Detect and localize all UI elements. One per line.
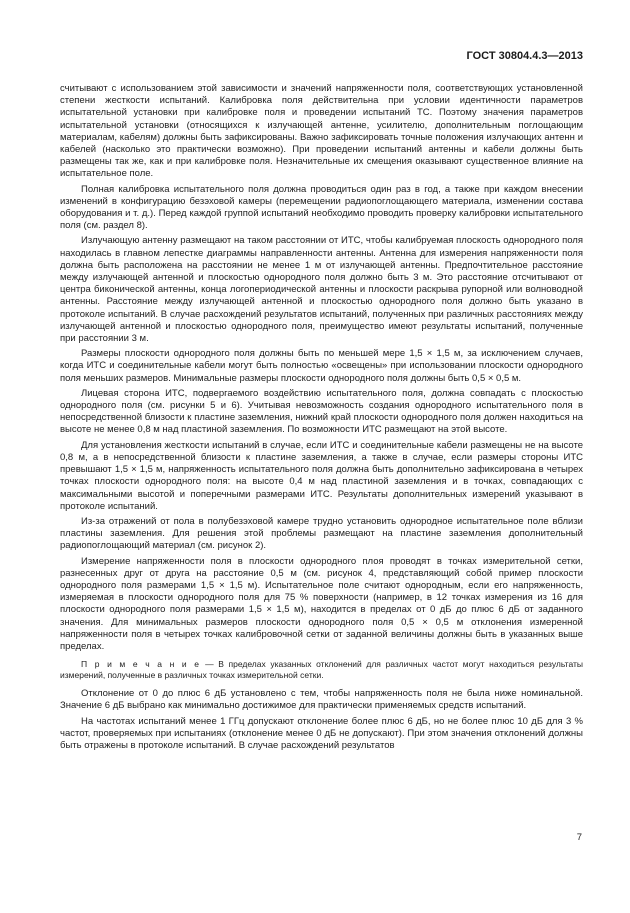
paragraph-low-frequency-deviation: На частотах испытаний менее 1 ГГц допускают отклонение более плюс 6 дБ, но не более плюс 10 дБ для 3 % частот, проверяемых при испытаниях (отклонение менее 0 дБ не допускают). При этом значения отклонений должны быть отражены в протоколе испытаний. В случае расхождений результатов: [60, 715, 583, 751]
paragraph-floor-reflections: Из-за отражений от пола в полубезэховой камере трудно установить однородное испытательное поле вблизи пластины заземления. Для решения этой проблемы размещают на пластине заземления дополнительный радиопоглощающий материал (см. рисунок 2).: [60, 515, 583, 552]
paragraph-field-measurement: Измерение напряженности поля в плоскости однородного плоя проводят в точках измерительной сетки, разнесенных друг от друга на расстояние 0,5 м (см. рисунок 4, представляющий собой пример плоскости однородного поля размерами 1,5 × 1,5 м). Испытательное поле считают однородным, если его напряженность, измеряемая в плоскости однородного поля для 75 % поверхности (например, в 12 точках измерения из 16 для плоскости однородного поля размерами 1,5 × 1,5 м), находится в пределах от 0 дБ до плюс 6 дБ от заданного значения. Для минимальных размеров плоскости однородного поля 0,5 × 0,5 м отклонения измеренной напряженности поля в четырех точках калибровочной сетки от заданной величины должны быть в указанных выше пределах.: [60, 555, 583, 652]
note-label: П р и м е ч а н и е: [81, 659, 201, 670]
paragraph-front-face: Лицевая сторона ИТС, подвергаемого воздействию испытательного поля, должна совпадать с плоскостью однородного поля (см. рисунки 5 и 6). Учитывая невозможность создания однородного испытательного поля в непосредственной близости к пластине заземления, нижний край плоскости однородного поля должен находиться на высоте не менее 0,8 м над пластиной заземления. По возможности ИТС размещают на этой высоте.: [60, 387, 583, 436]
paragraph-test-severity: Для установления жесткости испытаний в случае, если ИТС и соединительные кабели размещены не на высоте 0,8 м, а в непосредственной близости к пластине заземления, а также в случае, если размеры стороны ИТС превышают 1,5 × 1,5 м, напряженность испытательного поля должна быть дополнительно зафиксирована в четырех точках плоскости однородного поля: на высоте 0,4 м над пластиной заземления и в точках, совпадающих с максимальными высотой и поперечными размерами ИТС. Результаты дополнительных измерений указывают в протоколе испытаний.: [60, 439, 583, 512]
paragraph-calibration-frequency: Полная калибровка испытательного поля должна проводиться один раз в год, а также при каждом внесении изменений в конфигурацию безэховой камеры (перемещении радиопоглощающего материала, изменении состава оборудования и т. д.). Перед каждой группой испытаний необходимо проводить проверку калибровки испытательного поля (см. раздел 8).: [60, 183, 583, 232]
note-block: [60, 659, 583, 681]
paragraph-plane-dimensions: Размеры плоскости однородного поля должны быть по меньшей мере 1,5 × 1,5 м, за исключением случаев, когда ИТС и соединительные кабели могут быть полностью «освещены» при использовании плоскости однородного поля меньших размеров. Минимальные размеры плоскости однородного поля должны быть 0,5 × 0,5 м.: [60, 348, 583, 384]
page-number: 7: [576, 832, 582, 843]
paragraph-continuation: считывают с использованием этой зависимости и значений напряженности поля, соответствующих установленной степени жесткости испытаний. Калибровка поля действительна при условии идентичности параметров испытательной установки при калибровке поля и проведении испытаний ТС. Поэтому значения параметров испытательной установки (относящихся к излучающей антенне, усилителю, дополнительным поглощающим материалам, кабелям) должны быть зафиксированы. Важно зафиксировать точные положения излучающих антенн и кабелей (насколько это практически возможно). При проведении испытаний антенны и кабели должны быть размещены так же, как и при калибровке поля. Незначительные их смещения оказывают существенное влияние на испытательное поле.: [60, 83, 583, 180]
document-code-header: ГОСТ 30804.4.3—2013: [466, 50, 583, 62]
note-text: — В пределах указанных отклонений для различных частот могут находиться результаты измерений, полученные в различных точках измерительной сетки.: [60, 659, 583, 681]
paragraph-antenna-placement: Излучающую антенну размещают на таком расстоянии от ИТС, чтобы калибруемая плоскость однородного поля находилась в главном лепестке диаграммы направленности антенны. Антенна для измерения напряженности поля должна быть расположена на расстоянии не менее 1 м от излучающей антенны. Предпочтительное расстояние между излучающей антенной и плоскостью однородного поля должно быть 3 м. Это расстояние отсчитывают от центра биконической антенны, конца логопериодической антенны и плоскости раскрыва рупорной или волноводной антенны. Расстояние между излучающей антенной и плоскостью однородного поля должно быть указано в протоколе испытаний. В случае расхождений результатов испытаний, полученных при различных расстояниях между излучающей антенной и плоскостью однородного поля, преимущество имеют результаты испытаний, полученные при расстоянии 3 м.: [60, 235, 583, 345]
body-text: [60, 83, 583, 755]
paragraph-deviation-rationale: Отклонение от 0 до плюс 6 дБ установлено с тем, чтобы напряженность поля не была ниже номинальной. Значение 6 дБ выбрано как минимально достижимое для практически применяемых средств испытаний.: [60, 688, 583, 712]
